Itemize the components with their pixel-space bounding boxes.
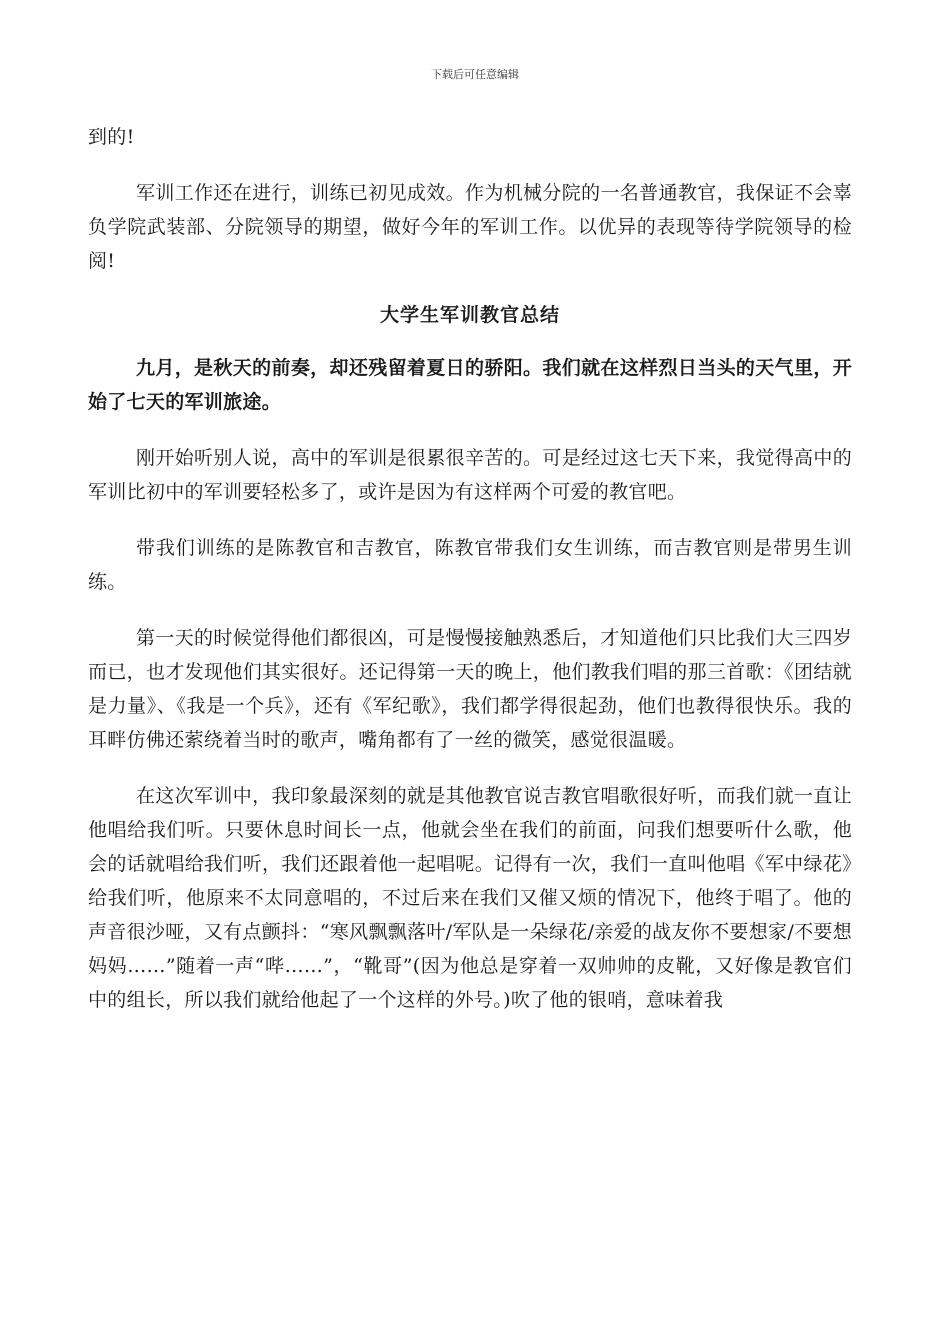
paragraph: 带我们训练的是陈教官和吉教官，陈教官带我们女生训练，而吉教官则是带男生训练。: [88, 537, 852, 593]
paragraph: 在这次军训中，我印象最深刻的就是其他教官说吉教官唱歌很好听，而我们就一直让他唱给我们听。只要休息时间长一点，他就会坐在我们的前面，问我们想要听什么歌，他会的话就唱给我们听，我们还跟着他一起唱呢。记得有一次，我们一直叫他唱《军中绿花》给我们听，他原来不太同意唱的，不过后来在我们又催又烦的情况下，他终于唱了。他的声音很沙哑，又有点颤抖：“寒风飘飘落叶/军队是一朵绿花/亲爱的战友你不要想家/不要想妈妈……”随着一声“哔……”，“靴哥”(因为他总是穿着一双帅帅的皮靴，又好像是教官们中的组长，所以我们就给他起了一个这样的外号。)吹了他的银哨，意味着我: [88, 785, 852, 1011]
paragraph: 刚开始听别人说，高中的军训是很累很辛苦的。可是经过这七天下来，我觉得高中的军训比初中的军训要轻松多了，或许是因为有这样两个可爱的教官吧。: [88, 447, 852, 503]
document-body: [88, 120, 852, 1039]
paragraph: 第一天的时候觉得他们都很凶，可是慢慢接触熟悉后，才知道他们只比我们大三四岁而已，也才发现他们其实很好。还记得第一天的晚上，他们教我们唱的那三首歌：《团结就是力量》、《我是一个兵》，还有《军纪歌》，我们都学得很起劲，他们也教得很快乐。我的耳畔仿佛还萦绕着当时的歌声，嘴角都有了一丝的微笑，感觉很温暖。: [88, 627, 852, 751]
paragraph: 军训工作还在进行，训练已初见成效。作为机械分院的一名普通教官，我保证不会辜负学院武装部、分院领导的期望，做好今年的军训工作。以优异的表现等待学院领导的检阅!: [88, 182, 852, 272]
continuation-paragraph: 到的!: [88, 126, 135, 148]
page-header: 下载后可任意编辑: [431, 68, 519, 81]
lead-paragraph: 九月，是秋天的前奏，却还残留着夏日的骄阳。我们就在这样烈日当头的天气里，开始了七天的军训旅途。: [88, 357, 852, 413]
document-title: 大学生军训教官总结: [379, 304, 560, 326]
